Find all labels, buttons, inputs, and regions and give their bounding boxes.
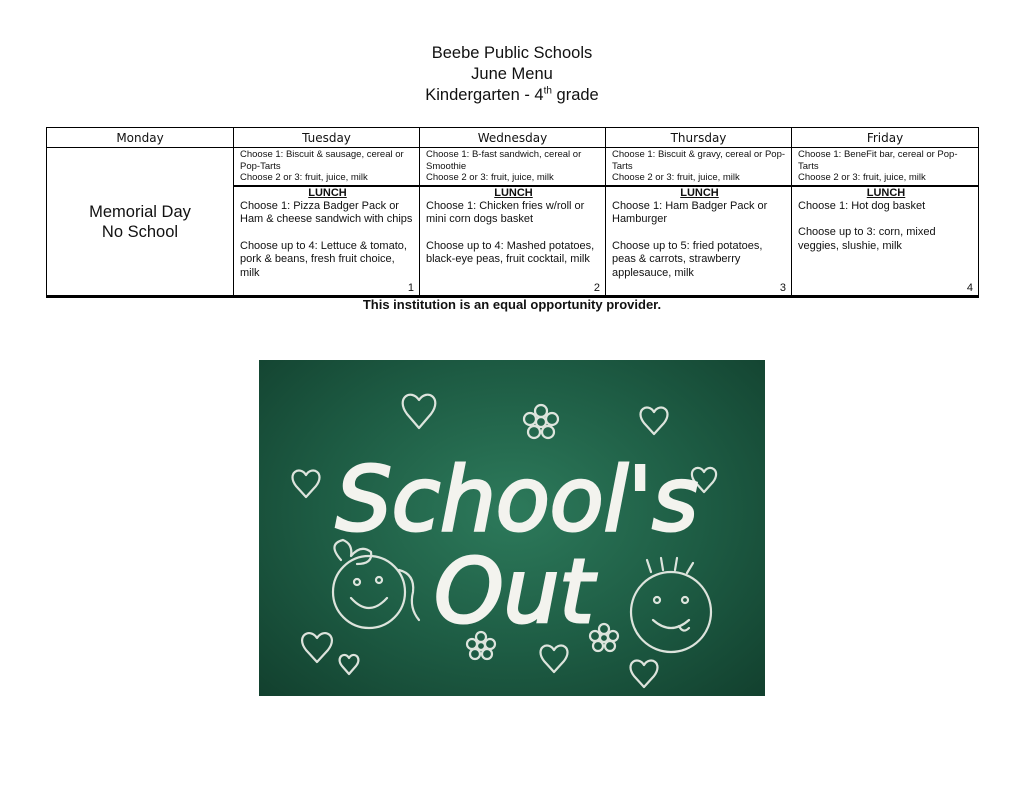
out-text: Out (434, 540, 594, 643)
tuesday-cell (234, 148, 420, 297)
menu-header (0, 43, 1024, 106)
heart-icon (541, 646, 568, 672)
thursday-cell (606, 148, 792, 297)
day-header-friday: Friday (792, 128, 979, 148)
day-header-wednesday: Wednesday (420, 128, 606, 148)
heart-icon (302, 633, 332, 662)
menu-body-row (47, 148, 979, 297)
day-header-monday: Monday (47, 128, 234, 148)
menu-title: June Menu (471, 65, 553, 83)
flower-icon (590, 624, 618, 651)
day-number: 1 (407, 281, 414, 294)
school-name: Beebe Public Schools (431, 44, 593, 62)
flower-icon (524, 405, 558, 438)
girl-smiley-icon (333, 540, 419, 628)
equal-opportunity-statement: This institution is an equal opportunity provider. (362, 297, 662, 312)
heart-icon (293, 471, 320, 497)
heart-icon (403, 395, 436, 428)
lunch-heading: LUNCH (866, 187, 906, 199)
holiday-note: No School (101, 222, 179, 241)
holiday-name: Memorial Day (89, 202, 191, 221)
smiley-icon (631, 558, 711, 652)
friday-cell (792, 148, 979, 297)
lunch-section: LUNCH Choose 1: Pizza Badger Pack or Ham & cheese sandwich with chips Choose up to 4: Lettuce & tomato, pork & beans, fresh fruit choice, milk 1 (240, 187, 414, 294)
breakfast-section: Choose 1: Biscuit & sausage, cereal or Pop-Tarts Choose 2 or 3: fruit, juice, milk (234, 148, 419, 187)
chalk-drawing (259, 360, 765, 696)
heart-icon (340, 655, 359, 674)
monday-cell (47, 148, 234, 297)
day-number: 4 (966, 281, 973, 294)
heart-icon (641, 408, 668, 434)
lunch-heading: LUNCH (680, 187, 719, 199)
schools-out-chalkboard-image (259, 360, 765, 696)
day-header-tuesday: Tuesday (234, 128, 420, 148)
day-number: 2 (593, 281, 600, 294)
lunch-heading: LUNCH (308, 187, 347, 199)
breakfast-section: Choose 1: B-fast sandwich, cereal or Smoothie Choose 2 or 3: fruit, juice, milk (420, 148, 605, 187)
day-number: 3 (779, 281, 786, 294)
breakfast-section: Choose 1: Biscuit & gravy, cereal or Pop-Tarts Choose 2 or 3: fruit, juice, milk (606, 148, 791, 187)
day-header-thursday: Thursday (606, 128, 792, 148)
schools-text: School's (335, 448, 699, 551)
lunch-section: LUNCH Choose 1: Chicken fries w/roll or mini corn dogs basket Choose up to 4: Mashed potatoes, black-eye peas, fruit cocktail, milk 2 (426, 187, 600, 294)
wednesday-cell (420, 148, 606, 297)
lunch-section: LUNCH Choose 1: Hot dog basket Choose up to 3: corn, mixed veggies, slushie, milk 4 (798, 187, 973, 294)
lunch-section: LUNCH Choose 1: Ham Badger Pack or Hamburger Choose up to 5: fried potatoes, peas & carrots, strawberry applesauce, milk 3 (612, 187, 786, 294)
heart-icon (631, 661, 658, 687)
lunch-heading: LUNCH (494, 187, 533, 199)
breakfast-section: Choose 1: BeneFit bar, cereal or Pop-Tarts Choose 2 or 3: fruit, juice, milk (792, 148, 978, 187)
day-header-row (47, 128, 979, 148)
menu-table (46, 127, 979, 298)
grade-range: Kindergarten - 4th grade (425, 85, 599, 104)
